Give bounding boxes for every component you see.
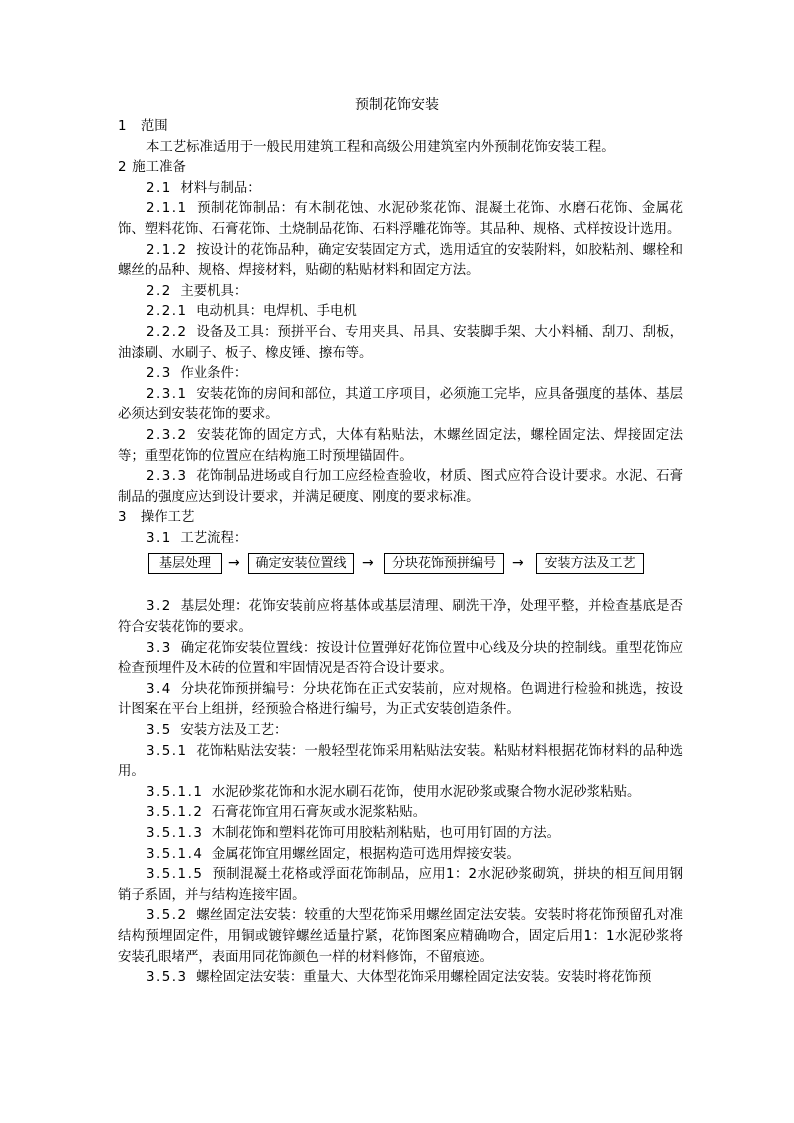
paragraph-text: 木制花饰和塑料花饰可用胶粘剂粘贴，也可用钉固的方法。 [211, 826, 561, 841]
paragraph-text: 范围 [140, 119, 168, 134]
section-operations [118, 597, 683, 988]
paragraph-text: 本工艺标准适用于一般民用建筑工程和高级公用建筑室内外预制花饰安装工程。 [146, 139, 615, 155]
number-gap [188, 304, 197, 319]
paragraph [118, 680, 683, 721]
paragraph-text: 基层处理：花饰安装前应将基体或基层清理、刷洗干净，处理平整，并检查基底是否符合安装花饰的要求。 [118, 599, 684, 636]
paragraph [118, 117, 683, 138]
number-gap [203, 785, 212, 800]
process-flowchart [118, 551, 683, 581]
section-number: 3.5.1.4 [146, 846, 204, 862]
paragraph-text: 花饰粘贴法安装：一般轻型花饰采用粘贴法安装。粘贴材料根据花饰材料的品种选用。 [118, 743, 684, 780]
paragraph [118, 742, 683, 783]
paragraph-text: 预制花饰制品：有木制花蚀、水泥砂浆花饰、混凝土花饰、水磨石花饰、金属花饰、塑料花饰、石膏花饰、土烧制品花饰、石料浮雕花饰等。其品种、规格、式样按设计选用。 [118, 201, 683, 237]
number-gap [188, 428, 198, 443]
number-gap [203, 805, 212, 820]
paragraph-text: 主要机具： [180, 283, 248, 299]
section-number: 2 [118, 160, 129, 176]
paragraph [118, 302, 683, 323]
document-body [118, 117, 683, 989]
flow-step-prefit-numbering: 分块花饰预拼编号 [384, 553, 504, 574]
paragraph [118, 865, 683, 906]
section-number: 3.4 [146, 681, 172, 697]
number-gap [188, 201, 198, 216]
number-gap [128, 510, 141, 525]
paragraph-text: 水泥砂浆花饰和水泥水刷石花饰，使用水泥砂浆或聚合物水泥砂浆粘贴。 [211, 784, 641, 800]
paragraph [118, 803, 683, 824]
flow-arrow-icon: → [228, 555, 240, 572]
paragraph [118, 241, 683, 282]
paragraph-text: 预制混凝土花格或浮面花饰制品，应用1：2水泥砂浆砌筑，拼块的相互间用钢销子系固，并与结构连接牢固。 [118, 867, 684, 903]
paragraph [118, 385, 683, 426]
paragraph [118, 824, 683, 845]
section-number: 2.1.2 [146, 242, 188, 258]
paragraph [118, 906, 683, 968]
section-number: 3.5.1.5 [146, 867, 204, 883]
number-gap [203, 867, 212, 882]
paragraph-text: 安装花饰的房间和部位，其道工序项目，必须施工完毕，应具备强度的基体、基层必须达到安装花饰的要求。 [118, 386, 684, 423]
number-gap [188, 970, 197, 985]
number-gap [203, 826, 212, 841]
paragraph-text: 安装花饰的固定方式，大体有粘贴法，木螺丝固定法，螺栓固定法、焊接固定法等；重型花饰的位置应在结构施工时预埋锚固件。 [118, 427, 683, 464]
paragraph [118, 282, 683, 303]
section-number: 2.1 [146, 180, 172, 196]
flow-arrow-icon: → [362, 555, 374, 572]
paragraph [118, 597, 683, 638]
section-number: 1 [118, 119, 129, 134]
paragraph [118, 426, 683, 467]
section-number: 3 [118, 510, 129, 526]
section-number: 2.3 [146, 366, 172, 382]
paragraph-text: 分块花饰预拼编号：分块花饰在正式安装前，应对规格。色调进行检验和挑选，按设计图案在平台上组拼，经预验合格进行编号，为正式安装创造条件。 [118, 681, 684, 718]
paragraph-text: 按设计的花饰品种，确定安装固定方式，选用适宜的安装附料，如胶粘剂、螺栓和螺丝的品种、规格、焊接材料，贴砌的粘贴材料和固定方法。 [118, 242, 684, 279]
section-number: 3.5.1.2 [146, 805, 204, 821]
paragraph-text: 花饰制品进场或自行加工应经检查验收，材质、图式应符合设计要求。水泥、石膏制品的强度应达到设计要求，并满足硬度、刚度的要求标准。 [118, 469, 684, 505]
paragraph-text: 工艺流程： [180, 530, 248, 546]
section-number: 2.3.3 [146, 469, 188, 485]
flow-arrow-icon: → [512, 555, 524, 572]
paragraph-text: 确定花饰安装位置线：按设计位置弹好花饰位置中心线及分块的控制线。重型花饰应检查预埋件及木砖的位置和牢固情况是否符合设计要求。 [118, 640, 684, 677]
paragraph [118, 968, 683, 989]
section-number: 3.3 [146, 640, 172, 656]
paragraph-text: 螺栓固定法安装：重量大、大体型花饰采用螺栓固定法安装。安装时将花饰预 [196, 970, 652, 986]
paragraph [118, 508, 683, 529]
paragraph [118, 467, 683, 508]
section-preparation [118, 117, 683, 549]
flow-step-install-method: 安装方法及工艺 [536, 553, 644, 574]
section-number: 2.2.1 [146, 304, 188, 320]
number-gap [172, 599, 181, 614]
flow-step-position-line: 确定安装位置线 [248, 553, 354, 574]
paragraph [118, 323, 683, 364]
paragraph-text: 金属花饰宜用螺丝固定，根据构造可选用焊接安装。 [211, 846, 520, 862]
section-number: 3.1 [146, 530, 172, 546]
number-gap [203, 847, 212, 862]
section-number: 2.2.2 [146, 324, 188, 340]
section-number: 2.3.1 [146, 386, 188, 402]
paragraph [118, 845, 683, 866]
section-number: 3.5.3 [146, 970, 188, 986]
document-title: 预制花饰安装 [355, 97, 439, 113]
paragraph [118, 529, 683, 550]
section-number: 3.5.2 [146, 908, 188, 924]
paragraph [118, 721, 683, 742]
paragraph-text: 操作工艺 [140, 510, 195, 526]
section-number: 3.5.1.1 [146, 784, 204, 800]
paragraph [118, 364, 683, 385]
paragraph-text: 安装方法及工艺： [180, 723, 288, 739]
paragraph-text: 作业条件： [180, 366, 248, 382]
paragraph [118, 179, 683, 200]
section-number: 2.1.1 [146, 201, 188, 217]
section-number: 2.2 [146, 283, 172, 299]
paragraph [118, 639, 683, 680]
section-number: 2.3.2 [146, 427, 188, 443]
number-gap [172, 682, 181, 697]
section-number: 3.5.1 [146, 743, 188, 759]
paragraph [118, 158, 683, 179]
number-gap [172, 641, 181, 656]
paragraph [118, 138, 683, 159]
paragraph-text: 施工准备 [132, 160, 186, 176]
section-number: 3.5 [146, 723, 172, 739]
section-number: 3.2 [146, 599, 172, 615]
paragraph-text: 材料与制品： [180, 180, 261, 196]
paragraph-text: 设备及工具：预拼平台、专用夹具、吊具、安装脚手架、大小料桶、刮刀、刮板，油漆刷、水刷子、板子、橡皮锤、擦布等。 [118, 324, 684, 361]
paragraph [118, 199, 683, 240]
section-number: 3.5.1.3 [146, 826, 204, 841]
paragraph [118, 783, 683, 804]
flow-step-base-treatment: 基层处理 [148, 553, 222, 574]
paragraph-text: 石膏花饰宜用石膏灰或水泥浆粘贴。 [211, 805, 427, 821]
number-gap [128, 119, 141, 134]
paragraph-text: 电动机具：电焊机、手电机 [196, 304, 357, 320]
paragraph-text: 螺丝固定法安装：较重的大型花饰采用螺丝固定法安装。安装时将花饰预留孔对准结构预埋固定件，用铜或镀锌螺丝适量拧紧，花饰图案应精确吻合，固定后用1：1水泥砂浆将安装孔眼堵严，表面用同花饰颜色一样的材料修饰，不留痕迹。 [118, 908, 684, 965]
